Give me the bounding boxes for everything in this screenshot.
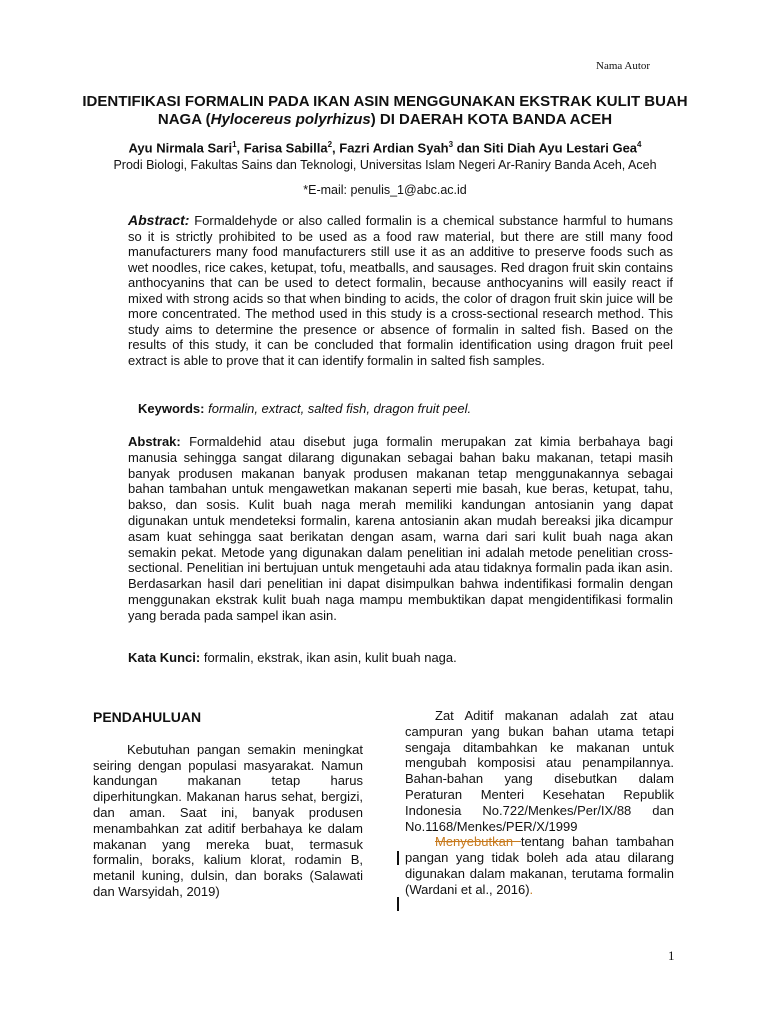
author-name: Ayu Nirmala Sari — [128, 140, 233, 156]
author-name: Siti Diah Ayu Lestari Gea — [483, 140, 638, 156]
right-column — [405, 708, 674, 898]
abstract-indonesian — [128, 434, 673, 624]
keywords-text: formalin, extract, salted fish, dragon fruit peel. — [204, 401, 472, 416]
kata-kunci — [128, 650, 673, 665]
author-list: Ayu Nirmala Sari$^1$, Farisa Sabilla$^2$, Fazri Ardian Syah$^3$ dan Siti Diah Ayu Lestari Gea$^4$ — [128, 140, 642, 156]
species-name: Hylocereus polyrhizus — [210, 111, 371, 128]
running-header-author: Nama Autor — [596, 60, 651, 72]
abstrak-text: Formaldehid atau disebut juga formalin merupakan zat kimia berbahaya bagi manusia sehingga sangat dilarang digunakan sebagai bahan baku makanan, tetapi masih banyak produsen makanan banyak produsen makanan tetap menggunakannya sebagai bahan tambahan untuk mengawetkan makanan seperti mie basah, kue beras, ketupat, tahu, bakso, dan sosis. Kulit buah naga merah memiliki kandungan antosianin yang dapat digunakan untuk mendeteksi formalin, karena antosianin akan mudah bereaksi jika dicampur asam kuat sehingga saat berikatan dengan asam, warna dari sari kulit buah naga akan semakin pekat. Metode yang digunakan dalam penelitian ini adalah metode penelitian cross-sectional. Penelitian ini bertujuan untuk mengetauhi ada atau tidaknya formalin pada ikan asin. Berdasarkan hasil dari penelitian ini dapat disimpulkan bahwa indentifikasi formalin dengan menggunakan ekstrak kulit buah naga mampu membuktikan dapat mengidentifikasi formalin yang berada pada sampel ikan asin. — [128, 434, 673, 623]
paper-title: IDENTIFIKASI FORMALIN PADA IKAN ASIN MENGGUNAKAN EKSTRAK KULIT BUAH NAGA (Hylocereus polyrhizus) DI DAERAH KOTA BANDA ACEH — [82, 93, 688, 128]
contact-email: *E-mail: penulis_1@abc.ac.id — [303, 183, 467, 197]
kata-kunci-label: Kata Kunci: — [128, 650, 201, 665]
paragraph: Zat Aditif makanan adalah zat atau campuran yang bukan bahan utama tetapi sengaja ditambahkan ke makanan untuk mengubah komposisi atau penampilannya. Bahan-bahan yang disebutkan dalam Peraturan Menteri Kesehatan Republik Indonesia No.722/Menkes/Per/IX/88 dan No.1168/Menkes/PER/X/1999 — [405, 708, 674, 834]
paragraph: Kebutuhan pangan semakin meningkat seiring dengan populasi masyarakat. Namun kandungan makanan tetap harus diperhitungkan. Makanan harus sehat, bergizi, dan aman. Saat ini, banyak produsen menambahkan zat aditif berbahaya ke dalam makanan yang mereka buat, termasuk formalin, boraks, kalium klorat, rodamin B, metanil kuning, dulsin, dan boraks (Salawati dan Warsyidah, 2019) — [93, 741, 363, 899]
author-name: Fazri Ardian Syah — [339, 140, 449, 156]
inserted-period: . — [529, 881, 534, 897]
change-bar — [397, 851, 399, 865]
abstract-label: Abstract: — [128, 212, 190, 228]
affiliation: Prodi Biologi, Fakultas Sains dan Teknologi, Universitas Islam Negeri Ar-Raniry Banda Aceh, Aceh — [113, 158, 657, 172]
kata-kunci-text: formalin, ekstrak, ikan asin, kulit buah naga. — [200, 650, 457, 665]
abstract-english — [128, 213, 673, 368]
left-column — [93, 710, 363, 900]
deleted-text: Menyebutkan — [435, 834, 521, 850]
page-number: 1 — [668, 948, 675, 963]
abstrak-label: Abstrak: — [128, 434, 181, 449]
keywords: Keywords: formalin, extract, salted fish, dragon fruit peel. — [138, 401, 472, 416]
keywords-label: Keywords — [138, 401, 201, 416]
author-name: Farisa Sabilla — [243, 140, 328, 156]
section-heading-pendahuluan: PENDAHULUAN — [93, 709, 202, 725]
change-bar — [397, 897, 399, 911]
paragraph-tracked-change: Menyebutkan tentang bahan tambahan pangan yang tidak boleh ada atau dilarang digunakan dalam makanan, terutama formalin (Wardani et al., 2016). — [405, 834, 674, 897]
abstract-text: Formaldehyde or also called formalin is a chemical substance harmful to humans so it is strictly prohibited to be used as a food raw material, but there are still many food manufacturers many food manufacturers still use it as an additive to preserve foods such as wet noodles, rice cakes, ketupat, tofu, meatballs, and sausages. Red dragon fruit skin contains anthocyanins that can be used to detect formalin, because anthocyanins will easily react if mixed with strong acids so that when binding to acids, the color of dragon fruit skin juice will be more concentrated. The method used in this study is a cross-sectional research method. This study aims to determine the presence or absence of formalin in salted fish. Based on the results of this study, it can be concluded that formalin identification using dragon fruit peel extract is able to prove that it can identify formalin in salted fish samples. — [128, 213, 673, 368]
